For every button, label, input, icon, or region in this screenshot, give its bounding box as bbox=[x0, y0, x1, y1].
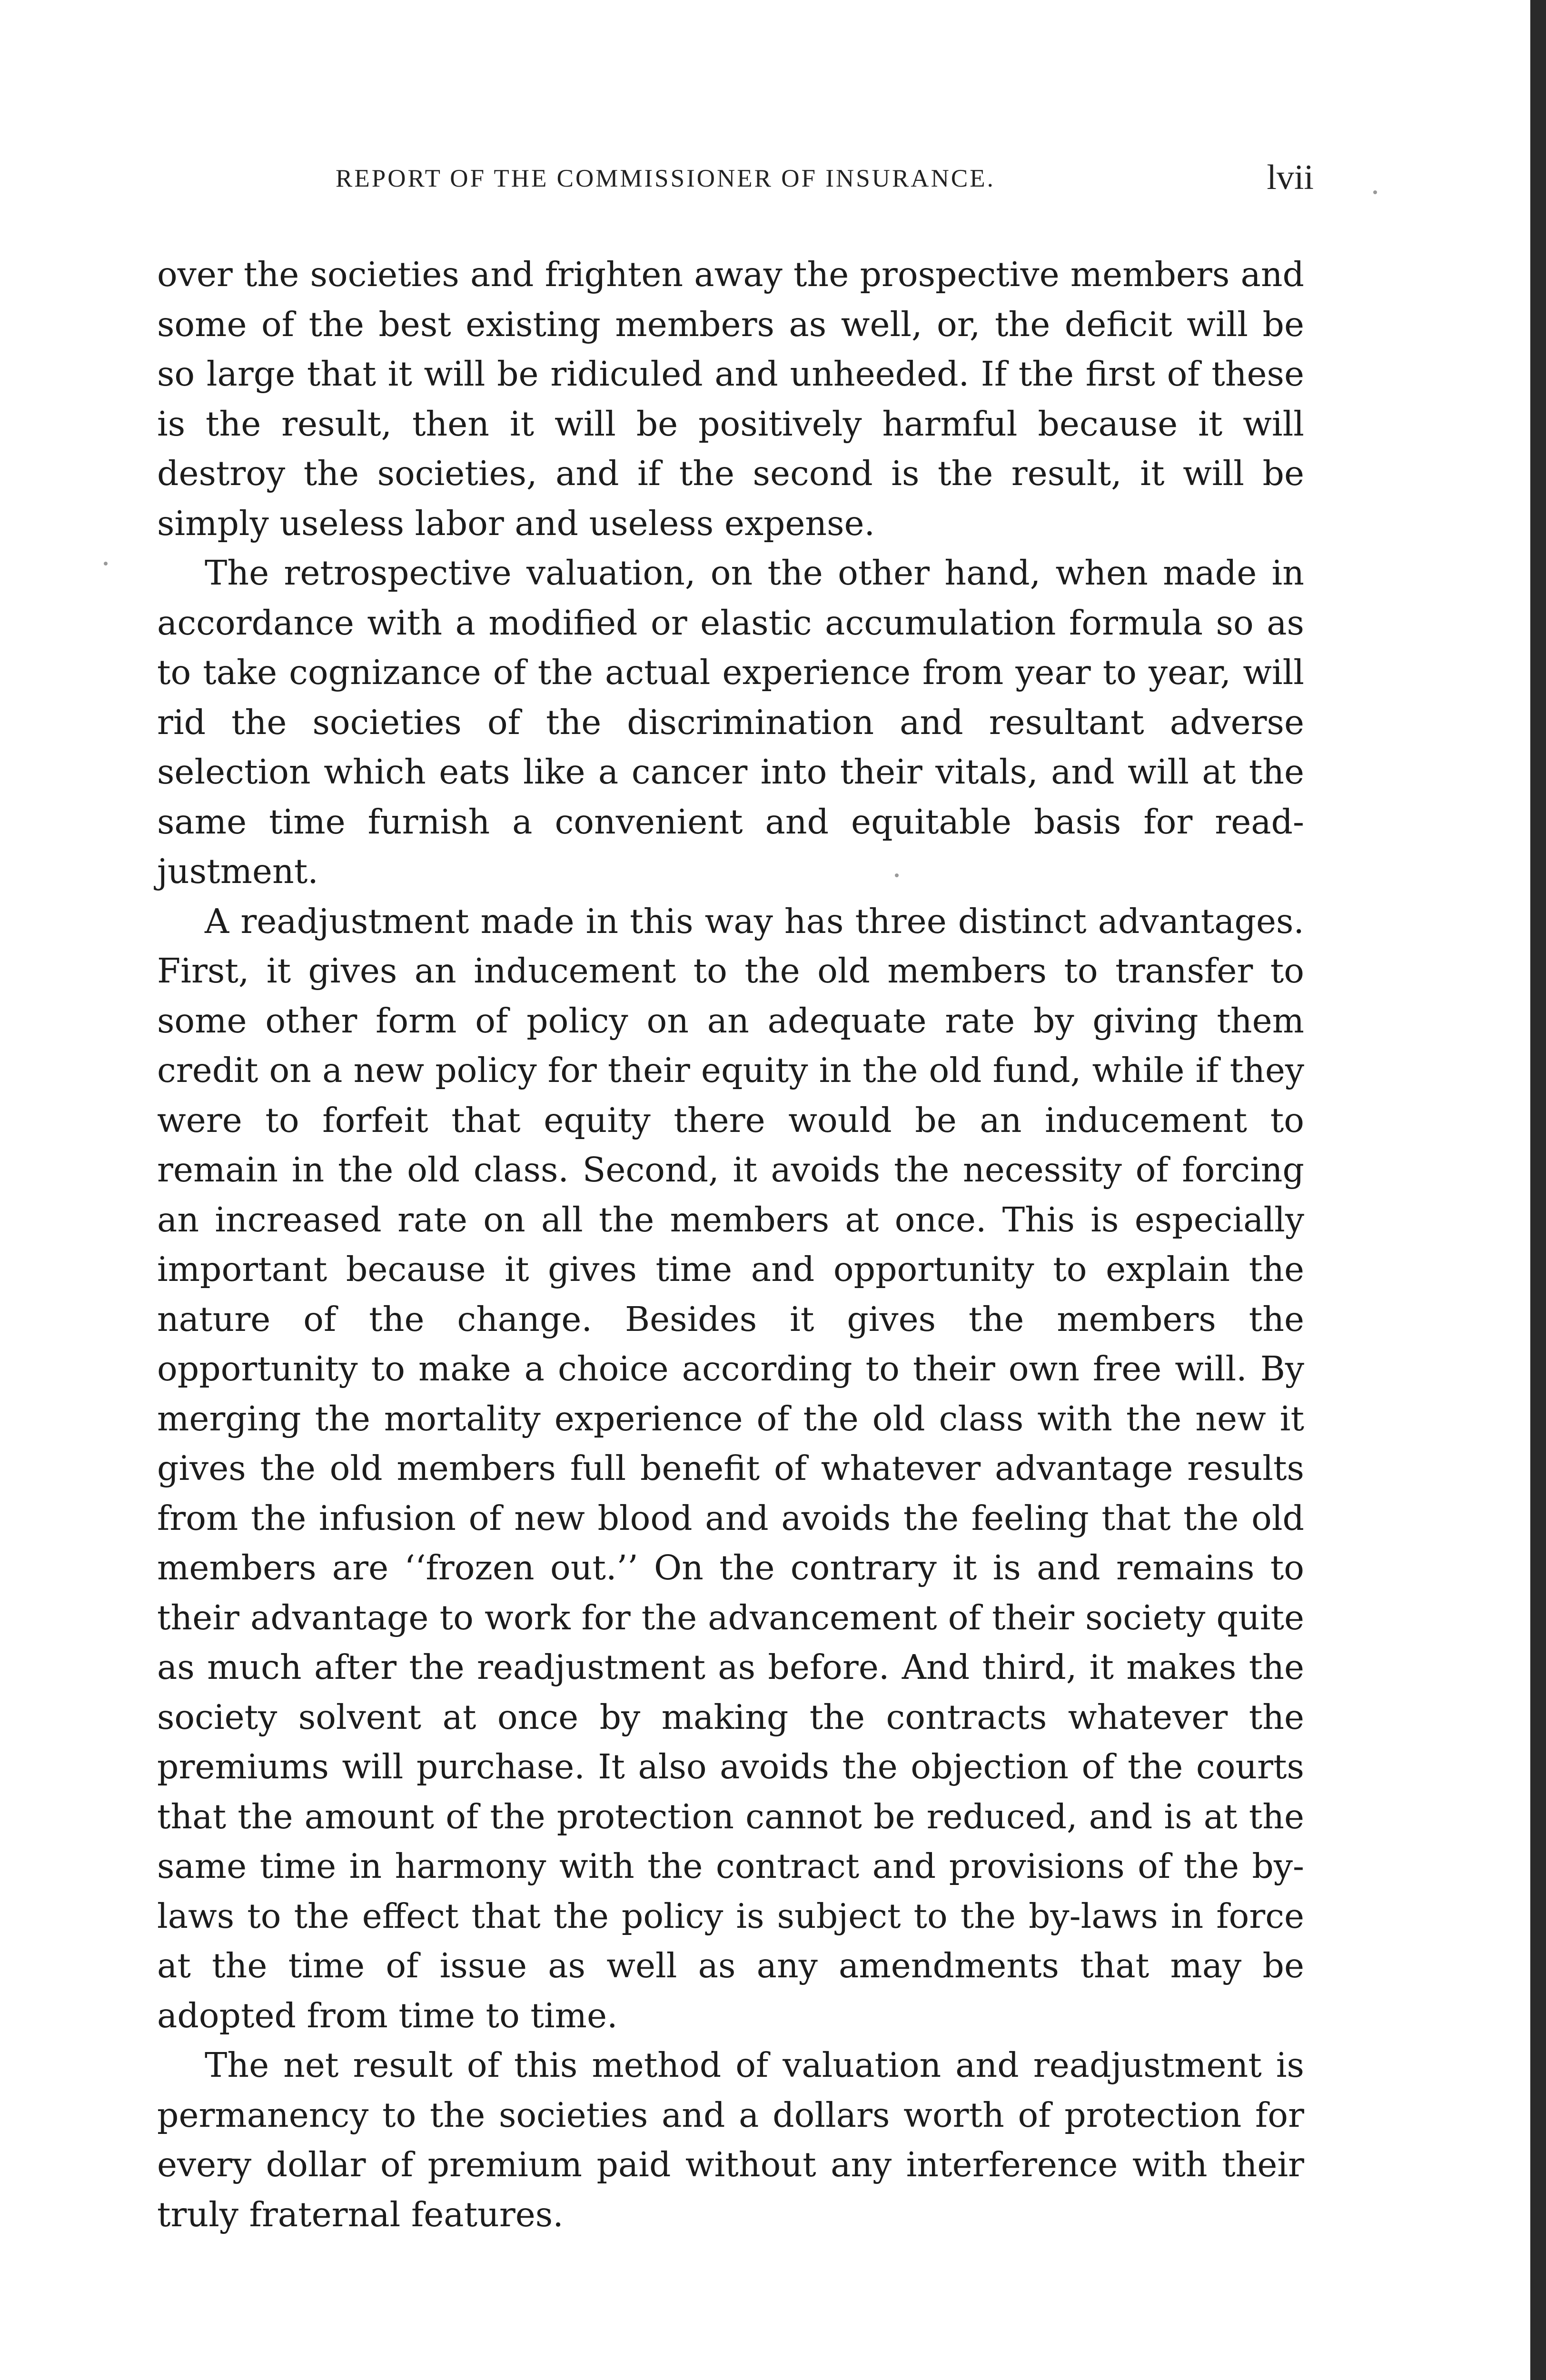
body-text bbox=[157, 250, 1304, 2240]
page-number: lvii bbox=[1267, 158, 1314, 197]
page-header bbox=[267, 158, 1380, 202]
scan-speck bbox=[895, 873, 899, 877]
scan-edge-right bbox=[1530, 0, 1546, 2380]
paragraph-retrospective-valuation: The retrospective valuation, on the other hand, when made in accordance with a modified or elastic accumulation formula so as to take cognizance of the actual experience from year to year, will rid the societies of the discrimination and resultant adverse selection which eats like a cancer into their vitals, and will at the same time furnish a convenient and equitable basis for readjustment. bbox=[157, 553, 1304, 891]
scan-speck bbox=[104, 562, 108, 565]
paragraph-continued: over the societies and frighten away the prospective members and some of the best existing members as well, or, the deficit will be so large that it will be ridiculed and unheeded. If the first of these is the result, then it will be positively harmful because it will destroy the societies, and if the second is the result, it will be simply useless labor and useless expense. bbox=[157, 255, 1304, 543]
paragraph-readjustment-advantages: A readjustment made in this way has three distinct advantages. First, it gives an inducement to the old members to transfer to some other form of policy on an adequate rate by giving them credit on a new policy for their equity in the old fund, while if they were to forfeit that equity there would be an inducement to remain in the old class. Second, it avoids the necessity of forcing an increased rate on all the members at once. This is especially important because it gives time and opportunity to explain the nature of the change. Besides it gives the members the opportunity to make a choice according to their own free will. By merging the mortality experience of the old class with the new it gives the old members full benefit of whatever advantage results from the infusion of new blood and avoids the feeling that the old members are ‘‘frozen out.’’ On the contrary it is and remains to their advantage to work for the advancement of their society quite as much after the readjustment as before. And third, it makes the society solvent at once by making the contracts whatever the premiums will purchase. It also avoids the objection of the courts that the amount of the protection cannot be reduced, and is at the same time in harmony with the contract and provisions of the by-laws to the effect that the policy is subject to the by-laws in force at the time of issue as well as any amendments that may be adopted from time to time. bbox=[157, 901, 1304, 2035]
scan-speck bbox=[1373, 190, 1377, 194]
paragraph-net-result: The net result of this method of valuation and readjustment is permanency to the societies and a dollars worth of protection for every dollar of premium paid without any interference with their truly fraternal features. bbox=[157, 2045, 1304, 2234]
running-head: REPORT OF THE COMMISSIONER OF INSURANCE. bbox=[336, 165, 995, 192]
